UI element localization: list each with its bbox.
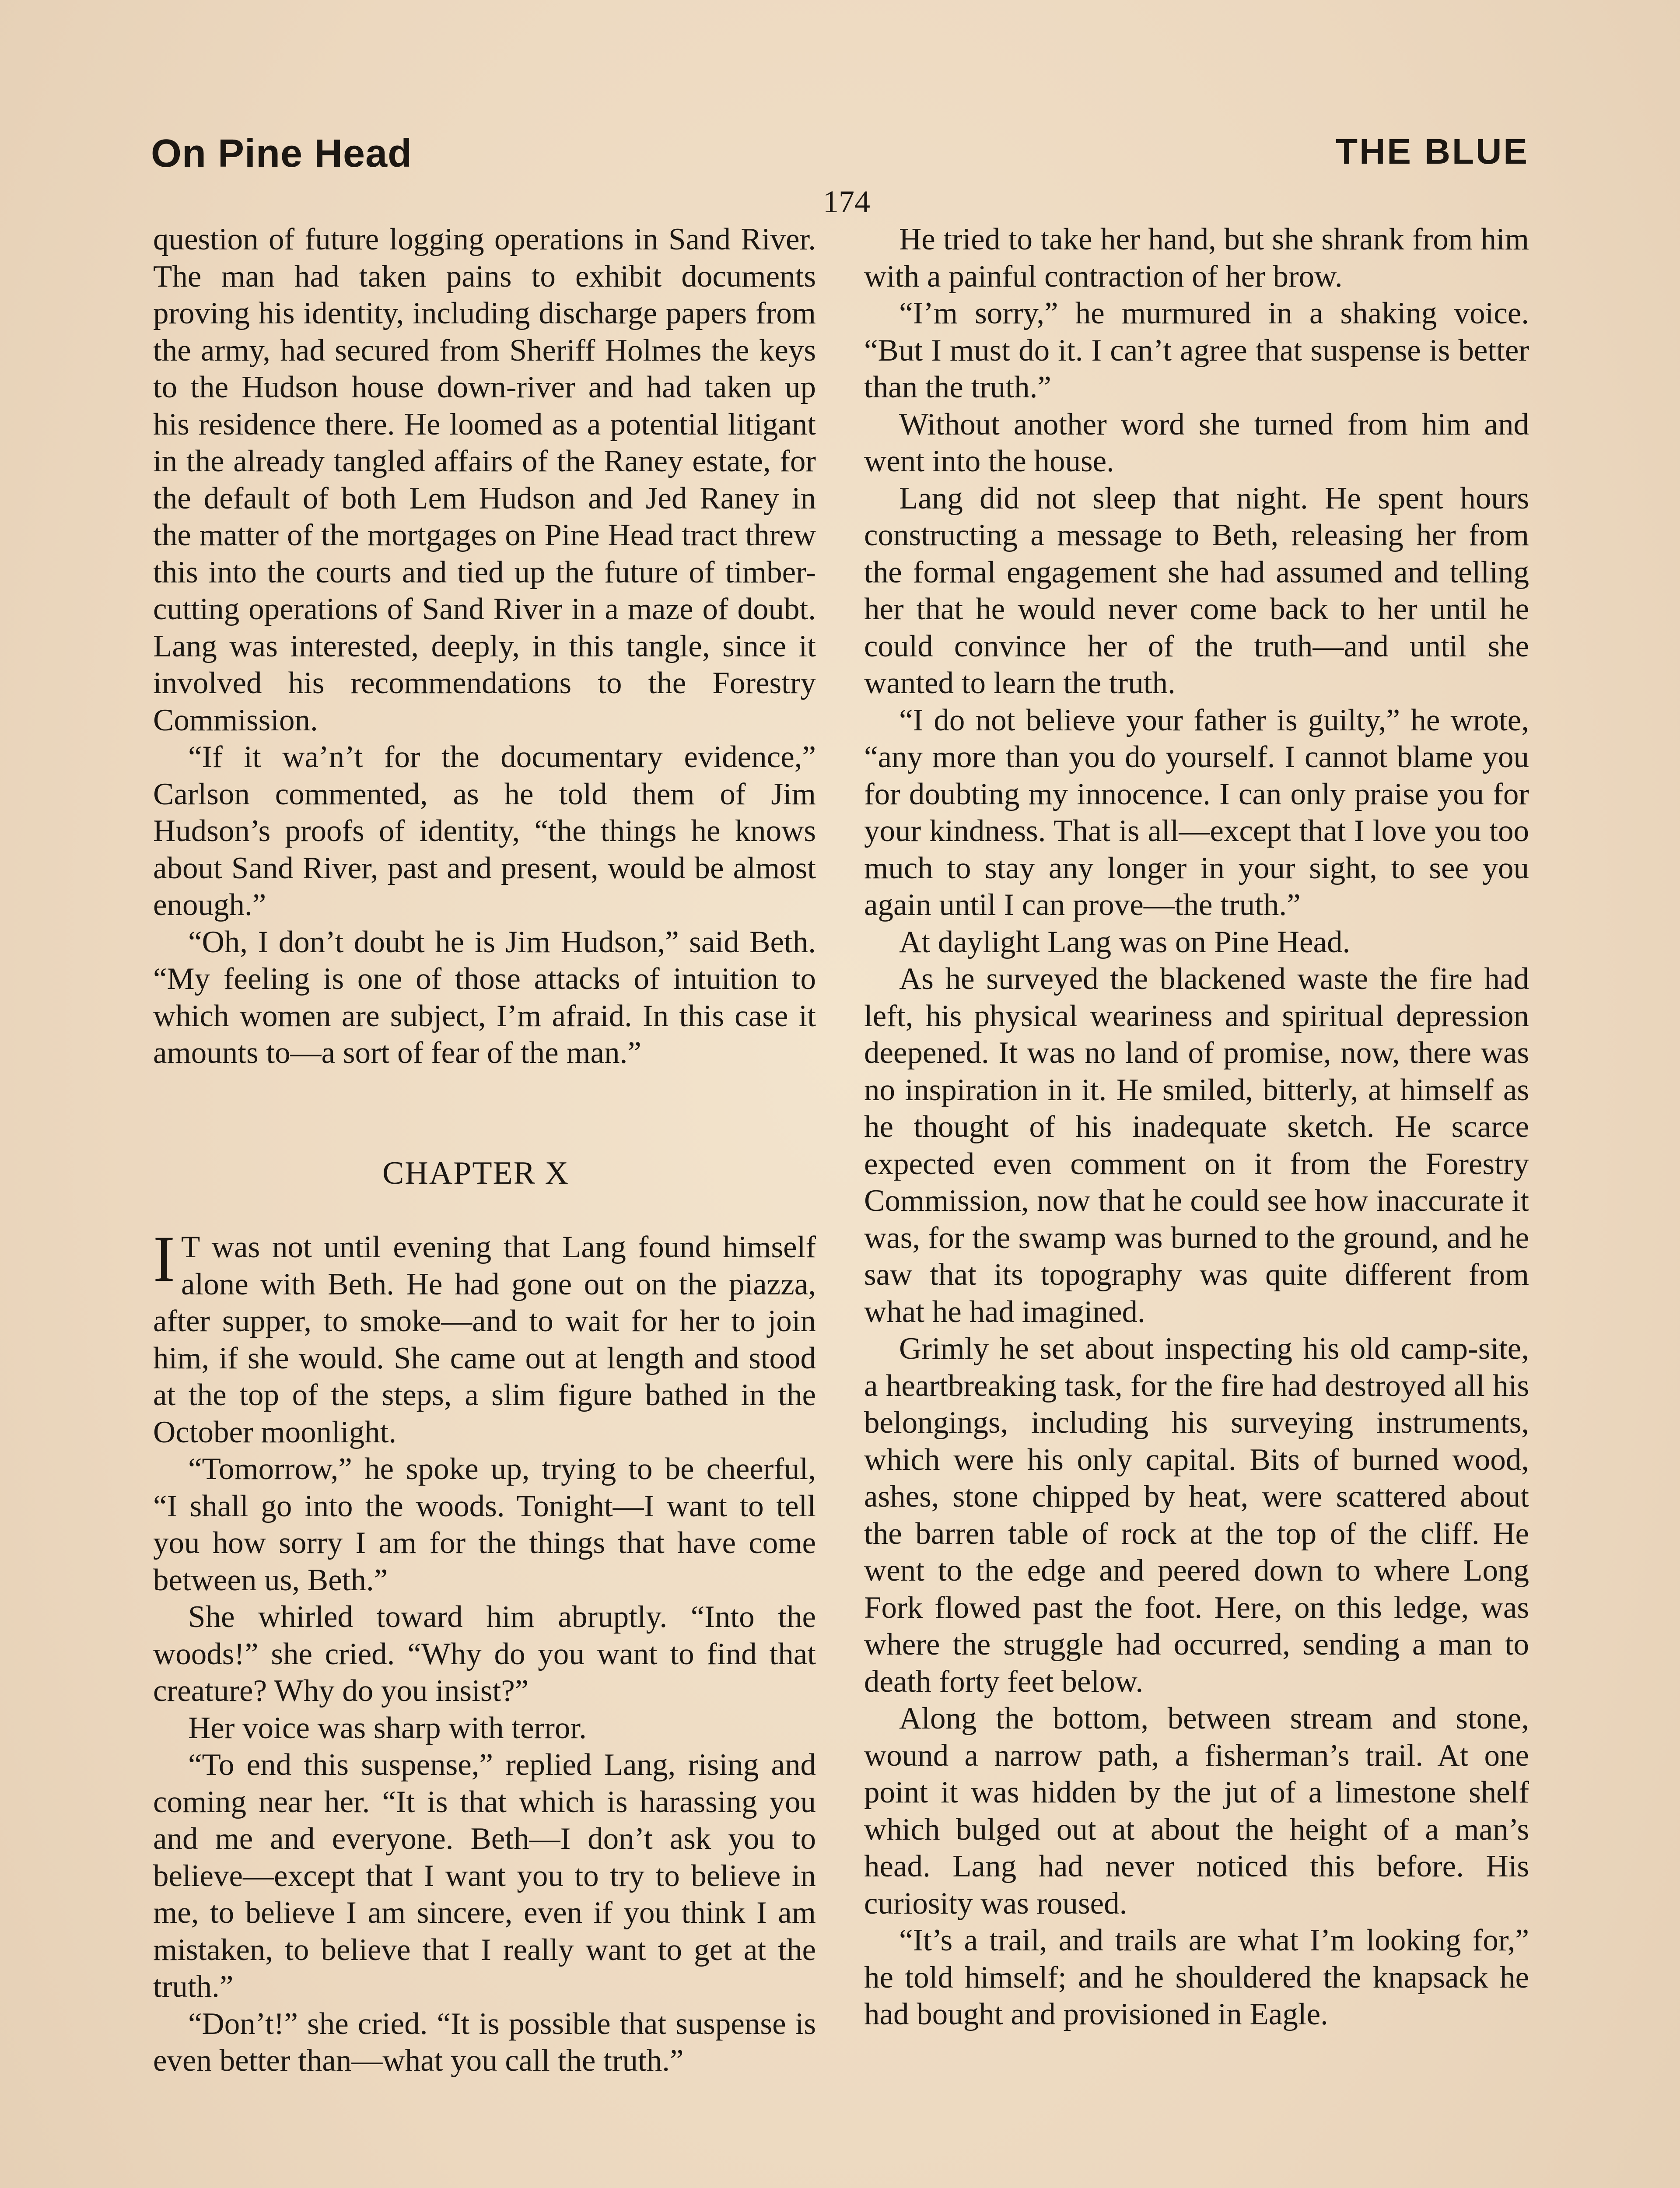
paragraph: He tried to take her hand, but she shrank from him with a painful contraction of her brow.: [864, 222, 1529, 294]
paragraph: “If it wa’n’t for the documentary evidence,” Carlson commented, as he told them of Jim Hudson’s proofs of identity, “the things he knows about Sand River, past and present, would be almost enough.”: [153, 740, 816, 922]
paragraph: “I’m sorry,” he murmured in a shaking voice. “But I must do it. I can’t agree that suspense is better than the truth.”: [864, 296, 1529, 404]
page-number: 174: [823, 184, 870, 219]
right-column: [864, 221, 1529, 2033]
paragraph: Without another word she turned from him and went into the house.: [864, 407, 1529, 478]
paragraph: Grimly he set about inspecting his old camp-site, a heartbreaking task, for the fire had destroyed all his belongings, including his surveying instruments, which were his only capital. Bits of burned wood, ashes, stone chipped by heat, were scattered about the barren table of rock at the top of the cliff. He went to the edge and peered down to where Long Fork flowed past the foot. Here, on this ledge, was where the struggle had occurred, sending a man to death forty feet below.: [864, 1332, 1529, 1699]
paragraph: “To end this suspense,” replied Lang, rising and coming near her. “It is that which is harassing you and me and everyone. Beth—I don’t ask you to believe—except that I want you to try to believe in me, to believe I am sincere, even if you think I am mistaken, to believe that I really want to get at the truth.”: [153, 1748, 816, 2004]
paragraph: As he surveyed the blackened waste the fire had left, his physical weariness and spiritual depression deepened. It was no land of promise, now, there was no inspiration in it. He smiled, bitterly, at himself as he thought of his inadequate sketch. He scarce expected even comment on it from the Forestry Commission, now that he could see how inaccurate it was, for the swamp was burned to the ground, and he saw that its topography was quite different from what he had imagined.: [864, 962, 1529, 1329]
paragraph: “Don’t!” she cried. “It is possible that suspense is even better than—what you call the truth.”: [153, 2006, 816, 2078]
paragraph: “I do not believe your father is guilty,” he wrote, “any more than you do yourself. I cannot blame you for doubting my innocence. I can only praise you for your kindness. That is all—except that I love you too much to stay any longer in your sight, to see you again until I can prove—the truth.”: [864, 703, 1529, 922]
paragraph-text: T was not until evening that Lang found himself alone with Beth. He had gone out on the piazza, after supper, to smoke—and to wait for her to join him, if she would. She came out at length and stood at the top of the steps, a slim figure bathed in the October moonlight.: [153, 1230, 816, 1449]
paragraph: “Oh, I don’t doubt he is Jim Hudson,” said Beth. “My feeling is one of those attacks of intuition to which women are subject, I’m afraid. In this case it amounts to—a sort of fear of the man.”: [153, 925, 816, 1070]
paragraph: “Tomorrow,” he spoke up, trying to be cheerful, “I shall go into the woods. Tonight—I want to tell you how sorry I am for the things that have come between us, Beth.”: [153, 1452, 816, 1597]
paragraph: question of future logging operations in Sand River. The man had taken pains to exhibit documents proving his identity, including discharge papers from the army, had secured from Sheriff Holmes the keys to the Hudson house down-river and had taken up his residence there. He loomed as a potential litigant in the already tangled affairs of the Raney estate, for the default of both Lem Hudson and Jed Raney in the matter of the mortgages on Pine Head tract threw this into the courts and tied up the future of timber-cutting operations of Sand River in a maze of doubt. Lang was interested, deeply, in this tangle, since it involved his recommendations to the Forestry Commission.: [153, 222, 816, 737]
paragraph: At daylight Lang was on Pine Head.: [899, 925, 1351, 959]
paragraph: Her voice was sharp with terror.: [188, 1711, 587, 1745]
chapter-opening-paragraph: [153, 1223, 816, 1451]
paragraph: Lang did not sleep that night. He spent hours constructing a message to Beth, releasing her from the formal engagement she had assumed and telling her that he would never come back to her until he could convince her of the truth—and until she wanted to learn the truth.: [864, 481, 1529, 700]
magazine-name: THE BLUE: [1336, 132, 1529, 172]
chapter-heading: CHAPTER X: [382, 1155, 570, 1191]
story-title: On Pine Head: [151, 132, 413, 175]
left-column: [153, 221, 816, 2079]
paragraph: “It’s a trail, and trails are what I’m looking for,” he told himself; and he shouldered the knapsack he had bought and provisioned in Eagle.: [864, 1923, 1529, 2031]
paragraph: She whirled toward him abruptly. “Into the woods!” she cried. “Why do you want to find that creature? Why do you insist?”: [153, 1600, 816, 1708]
drop-cap: I: [153, 1223, 175, 1295]
paragraph: Along the bottom, between stream and stone, wound a narrow path, a fisherman’s trail. At one point it was hidden by the jut of a limestone shelf which bulged out at about the height of a man’s head. Lang had never noticed this before. His curiosity was roused.: [864, 1701, 1529, 1921]
